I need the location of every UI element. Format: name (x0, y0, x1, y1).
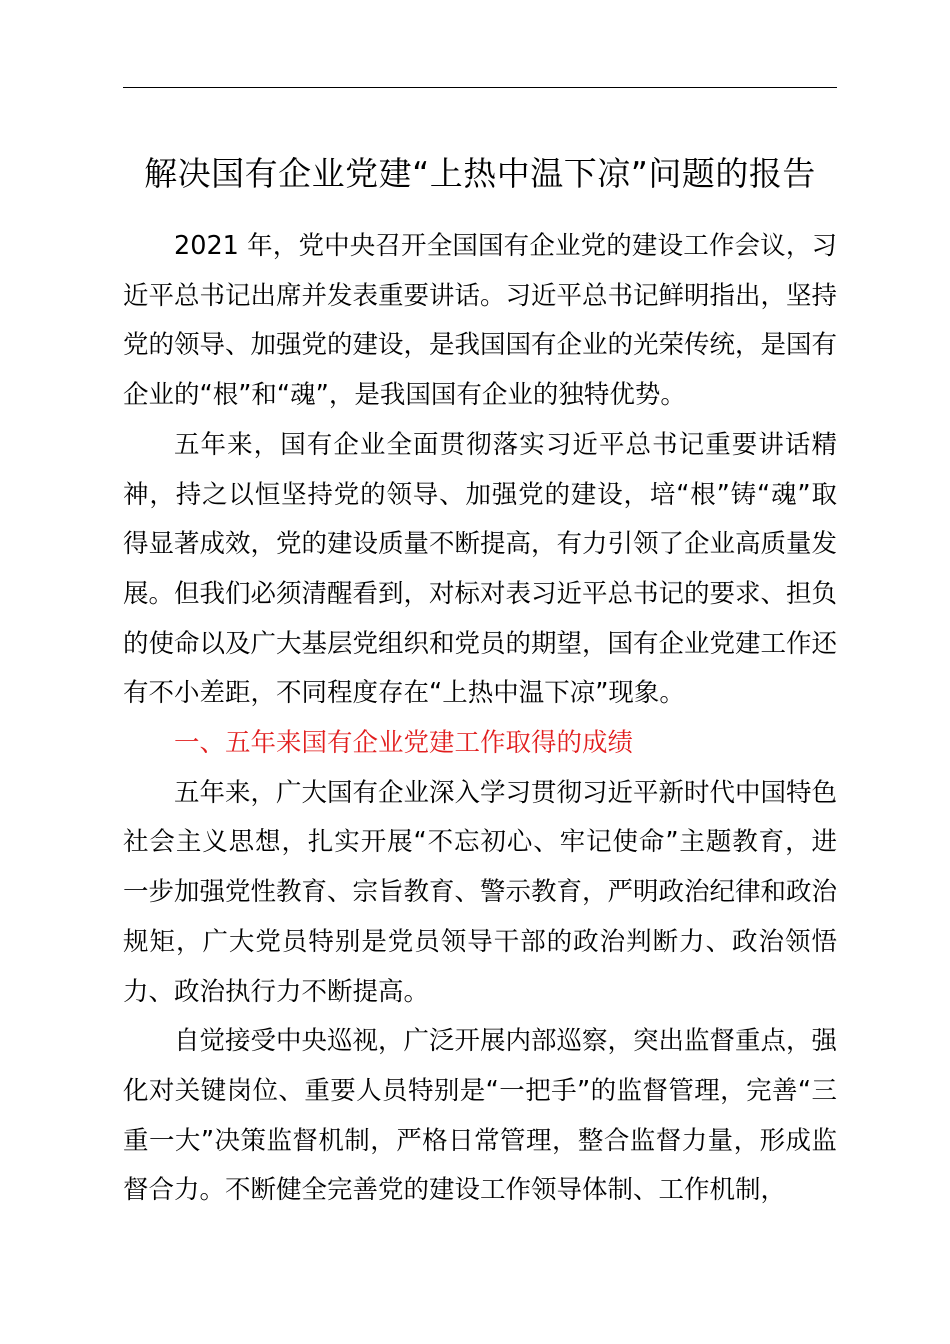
section-heading-1: 一、五年来国有企业党建工作取得的成绩 (174, 728, 634, 759)
document-body (123, 222, 837, 1216)
paragraph-4: 自觉接受中央巡视，广泛开展内部巡察，突出监督重点，强化对关键岗位、重要人员特别是“一把手”的监督管理，完善“三重一大”决策监督机制，严格日常管理，整合监督力量，形成监督合力。不断健全完善党的建设工作领导体制、工作机制， (123, 1026, 838, 1206)
header-rule (123, 87, 837, 88)
paragraph-2: 五年来，国有企业全面贯彻落实习近平总书记重要讲话精神，持之以恒坚持党的领导、加强党的建设，培“根”铸“魂”取得显著成效，党的建设质量不断提高，有力引领了企业高质量发展。但我们必须清醒看到，对标对表习近平总书记的要求、担负的使命以及广大基层党组织和党员的期望，国有企业党建工作还有不小差距，不同程度存在“上热中温下凉”现象。 (123, 429, 838, 709)
paragraph-3: 五年来，广大国有企业深入学习贯彻习近平新时代中国特色社会主义思想，扎实开展“不忘初心、牢记使命”主题教育，进一步加强党性教育、宗旨教育、警示教育，严明政治纪律和政治规矩，广大党员特别是党员领导干部的政治判断力、政治领悟力、政治执行力不断提高。 (123, 777, 838, 1007)
document-title: 解决国有企业党建“上热中温下凉”问题的报告 (144, 154, 816, 193)
paragraph-1: 2021 年，党中央召开全国国有企业党的建设工作会议，习近平总书记出席并发表重要讲话。习近平总书记鲜明指出，坚持党的领导、加强党的建设，是我国国有企业的光荣传统，是国有企业的“根”和“魂”，是我国国有企业的独特优势。 (123, 231, 838, 411)
